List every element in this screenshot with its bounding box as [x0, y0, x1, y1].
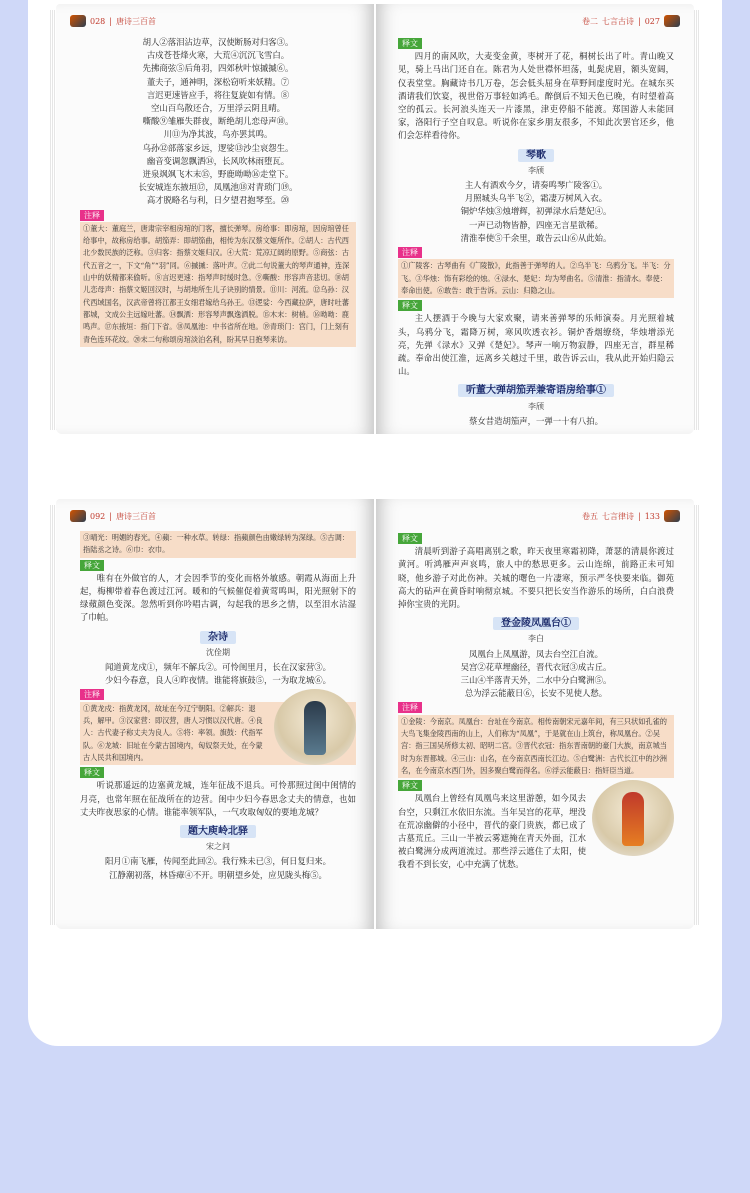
book-title: 七言律诗	[602, 511, 635, 521]
verse-line: 三山④半落青天外，二水中分白鹭洲⑤。	[460, 675, 612, 686]
note-label: 注释	[80, 689, 104, 700]
book-logo-icon	[70, 510, 86, 522]
page-number: 133	[644, 511, 660, 521]
verse-line: 高才脱略名与利，日夕望君抱琴至。⑳	[146, 195, 290, 206]
running-header: 卷五 七言律诗 | 133	[376, 499, 694, 527]
verse-block	[398, 648, 674, 701]
verse-line: 闻道黄龙戍①，频年不解兵②。可怜闺里月，长在汉家营③。	[104, 662, 332, 673]
verse-line: 古戍苍苍烽火寒，大荒④沉沉飞雪白。	[146, 50, 290, 61]
poem-author: 李白	[528, 634, 544, 644]
verse-line: 主人有酒欢今夕，请奏鸣琴广陵客①。	[464, 180, 608, 191]
verse-block	[80, 36, 356, 208]
verse-block	[80, 661, 356, 687]
illustration-woman-image	[274, 689, 356, 765]
section-name: 卷五	[582, 511, 599, 521]
translation-text: 主人摆酒于今晚与大家欢聚，请来善弹琴的乐师演奏。月光照着城头，乌鸦分飞，霜降万树，寒风吹透衣衫。铜炉香烟缭绕，华烛增添光亮，先弹《渌水》又弹《楚妃》。琴声一响万物寂静，四座无言，群星稀疏。奉命出使江淮，远离乡关越过千里，敢告诉云山，我从此开始归隐云山。	[398, 313, 674, 377]
open-book-bottom	[50, 495, 700, 935]
running-header: 028 | 唐诗三百首	[56, 4, 374, 32]
poem-title: 登金陵凤凰台①	[493, 617, 579, 630]
verse-line: 胡人②落泪沾边草，汉使断肠对归客③。	[142, 37, 294, 47]
verse-line: 阳月①南飞雁，传闻至此回②。我行殊未已③，何日复归来。	[104, 856, 332, 867]
verse-line: 凤凰台上凤凰游，凤去台空江自流。	[469, 648, 603, 659]
verse-line: 少妇今春意，良人④昨夜情。谁能将旗鼓⑤，一为取龙城⑥。	[104, 675, 332, 686]
left-page	[56, 4, 374, 434]
verse-line: 言迟更速皆应手，将往复旋如有情。⑧	[146, 89, 290, 100]
verse-line: 川⑪为净其波，鸟亦罢其鸣。	[163, 129, 273, 140]
verse-block	[398, 179, 674, 245]
left-page	[56, 499, 374, 929]
open-book-top	[50, 0, 700, 440]
running-header: 092 | 唐诗三百首	[56, 499, 374, 527]
verse-line: 吴宫②花草埋幽径，晋代衣冠③成古丘。	[460, 661, 612, 672]
verse-line: 蔡女昔造胡笳声，一弹一十有八拍。	[469, 415, 603, 426]
translation-label: 释文	[398, 300, 422, 311]
poem-title: 杂诗	[200, 631, 236, 644]
translation-label: 释文	[80, 560, 104, 571]
page-number: 027	[644, 16, 660, 26]
verse-line: 空山百鸟散还合，万里浮云阴且晴。	[151, 103, 285, 114]
right-page	[376, 4, 694, 434]
verse-line: 江静潮初落，林昏瘴④不开。明朝望乡处，应见陇头梅⑤。	[109, 869, 327, 880]
note-text: ①董大：董庭兰，唐肃宗宰相房琯的门客，擅长弹琴。房给事：即房琯，因房琯曾任给事中，故称房给事。胡笳弄：即胡笳曲，相传为东汉蔡文姬所作。②胡人：古代西北少数民族的泛称。③归客：指蔡文姬归汉。④大荒：荒凉辽阔的原野。⑤商弦：古代五音之一，下文“角”“羽”同。⑥摵摵：落叶声。⑦此二句说董大的琴声通神，连深山中的妖精都来偷听。⑧言迟更速：指琴声时缓时急。⑨嘶酸：形容声音悲切。⑩胡儿恋母声：指蔡文姬回汉时，与胡地所生儿子诀别的情景。⑪川：河流。⑫乌孙：汉代西域国名，汉武帝曾将江都王女细君嫁给乌孙王。⑬逻娑：今西藏拉萨，唐时吐蕃都城，文成公主远嫁吐蕃。⑭飘洒：形容琴声飘逸洒脱。⑮木末：树梢。⑯呦呦：鹿鸣声。⑰东掖垣：指门下省。⑱凤凰池：中书省所在地。⑲青琐门：宫门，门上刻有青色连环花纹。⑳末二句称颂房琯淡泊名利，盼其早日抱琴来访。	[80, 222, 356, 347]
book-title: 唐诗三百首	[115, 16, 156, 26]
translation-label: 释文	[398, 533, 422, 544]
book-logo-icon	[70, 15, 86, 27]
verse-line: 幽音变调忽飘洒⑭，长风吹林雨堕瓦。	[146, 155, 290, 166]
verse-line: 铜炉华烛③烛增辉，初弹渌水后楚妃④。	[460, 206, 612, 217]
note-label: 注释	[398, 702, 422, 713]
translation-text: 四月的南风吹，大麦变金黄，枣树开了花，桐树长出了叶。青山晚又见，骑上马出门还自在。陈君为人处世襟怀坦荡，虬髭虎眉，额头宽阔，仪表堂堂。胸藏诗书几万卷，怎会低头屈身在草野间虚度时光。在城东买酒请我们饮宴，视世俗万事轻如鸿毛。醉倒后不知天色已晚，有时望着高空的孤云。长河浪头连天一片漆黑，津吏停船不能渡。郑国游人未能回家，洛阳行子空自叹息。听说你在家乡朋友很多，不知此次罢官还乡，他们会怎样看待你。	[398, 51, 674, 141]
verse-line: 董夫子，通神明，深松窃听来妖精。⑦	[146, 76, 290, 87]
verse-line: 乌孙⑫部落家乡远，逻娑⑬沙尘哀怨生。	[142, 142, 294, 153]
verse-line: 月照城头乌半飞②，霜凄万树风入衣。	[464, 193, 608, 204]
running-header: 卷二 七言古诗 | 027	[376, 4, 694, 32]
verse-block	[80, 855, 356, 881]
poem-title: 琴歌	[518, 149, 554, 162]
book-logo-icon	[664, 15, 680, 27]
translation-label: 释文	[80, 767, 104, 778]
book-title: 七言古诗	[602, 16, 635, 26]
translation-text: 听说那遥远的边塞黄龙城，连年征战不退兵。可怜那照过闺中闺情的月亮，也常年照在征战所在的边营。闺中少妇今春思念丈夫的情意，也如丈夫昨夜思家的心情。谁能率领军队，一气攻取匈奴的要地龙城？	[80, 780, 356, 817]
verse-line: 清淮奉使⑤千余里，敢告云山⑥从此始。	[460, 232, 612, 243]
poem-author: 宋之问	[206, 842, 230, 852]
verse-line: 嘶酸⑨雏雁失群夜，断绝胡儿恋母声⑩。	[142, 116, 294, 127]
translation-label: 释文	[398, 780, 422, 791]
page-number: 092	[90, 511, 106, 521]
poem-title: 题大庾岭北驿	[180, 825, 256, 838]
poem-author: 李颀	[528, 401, 544, 411]
book-title: 唐诗三百首	[115, 511, 156, 521]
verse-line: 总为浮云能蔽日⑥，长安不见使人愁。	[464, 688, 608, 699]
book-logo-icon	[664, 510, 680, 522]
illustration-scholar-image	[592, 780, 674, 856]
translation-text: 唯有在外做官的人，才会因季节的变化而格外敏感。朝霞从海面上升起，梅柳带着春色渡过江河。暖和的气候催促着黄莺鸣叫，阳光照射下的绿蘋颜色变深。忽然听到你吟唱古调，勾起我的思乡之情，以至泪水沾湿了巾帕。	[80, 572, 356, 623]
note-label: 注释	[398, 247, 422, 258]
poem-author: 沈佺期	[206, 647, 230, 657]
verse-line: 长安城连东掖垣⑰，凤凰池⑱对青琐门⑲。	[138, 182, 298, 193]
right-page	[376, 499, 694, 929]
note-label: 注释	[80, 210, 104, 221]
translation-label: 释文	[398, 38, 422, 49]
note-text: ①广陵客：古琴曲有《广陵散》，此指善于弹琴的人。②乌半飞：乌鸦分飞。半飞：分飞。③华烛：饰有彩绘的烛。④渌水、楚妃：均为琴曲名。⑤清淮：指清水。奉使：奉命出使。⑥敢告：敢于告诉。云山：归隐之山。	[398, 259, 674, 298]
note-text: ①黄龙戍：指黄龙冈，故址在今辽宁朝阳。②解兵：退兵，解甲。③汉家营：即汉营，唐人习惯以汉代唐。④良人：古代妻子称丈夫为良人。⑤将：率领。旗鼓：代指军队。⑥龙城：旧址在今蒙古国境内，匈奴祭天处，在今蒙古人民共和国境内。	[80, 702, 356, 765]
verse-line: 一声已动物皆静，四座无言星欲稀。	[469, 219, 603, 230]
poem-title: 听董大弹胡笳弄兼寄语房给事①	[458, 384, 614, 397]
verse-line: 迸泉飒飒飞木末⑮，野鹿呦呦⑯走堂下。	[142, 169, 294, 180]
translation-text: 凤凰台上曾经有凤凰鸟来这里游憩，如今凤去台空，只剩江水依旧东流。当年吴宫的花草，埋没在荒凉幽僻的小径中，晋代的豪门贵族，都已成了古墓荒丘。三山一半被云雾遮掩在青天外面，江水被白鹭洲分成两道流过。那些浮云遮住了太阳，使我看不到长安，心中充满了忧愁。	[398, 793, 586, 870]
note-text: ①金陵：今南京。凤凰台：台址在今南京。相传南朝宋元嘉年间，有三只状如孔雀的大鸟飞集金陵西南的山上，人们称为“凤凰”，于是就在山上筑台，称凤凰台。②吴宫：指三国吴所修太初、昭明二宫。③晋代衣冠：指东晋南朝的豪门大族，南京城当时为东晋都城。④三山：山名，在今南京西南长江边。⑤白鹭洲：古代长江中的沙洲名，在今南京水西门外，因多聚白鹭而得名。⑥浮云能蔽日：指奸臣当道。	[398, 715, 674, 778]
poem-author: 李颀	[528, 165, 544, 175]
section-name: 卷二	[582, 16, 599, 26]
page-number: 028	[90, 16, 106, 26]
note-text: ③晴光：明媚的春光。④蘋：一种水草。转绿：指蘋颜色由嫩绿转为深绿。⑤古调：指陆丞之诗。⑥巾：衣巾。	[80, 531, 356, 558]
verse-line: 先拂商弦⑤后角羽，四郊秋叶惊摵摵⑥。	[142, 63, 294, 74]
translation-text: 清晨听到游子高唱离别之歌，昨天夜里寒霜初降，萧瑟的清晨你渡过黄河。听鸿雁声声哀鸣，旅人中的愁思更多。云山连绵，前路正未可知晓，他乡游子对此伤神。关城的曙色一片凄寒，预示严冬快要来临。御苑高大的砧声在黄昏时响彻京城。不要只把长安当作游乐的场所，白白浪费掉你宝贵的光阴。	[398, 546, 674, 610]
